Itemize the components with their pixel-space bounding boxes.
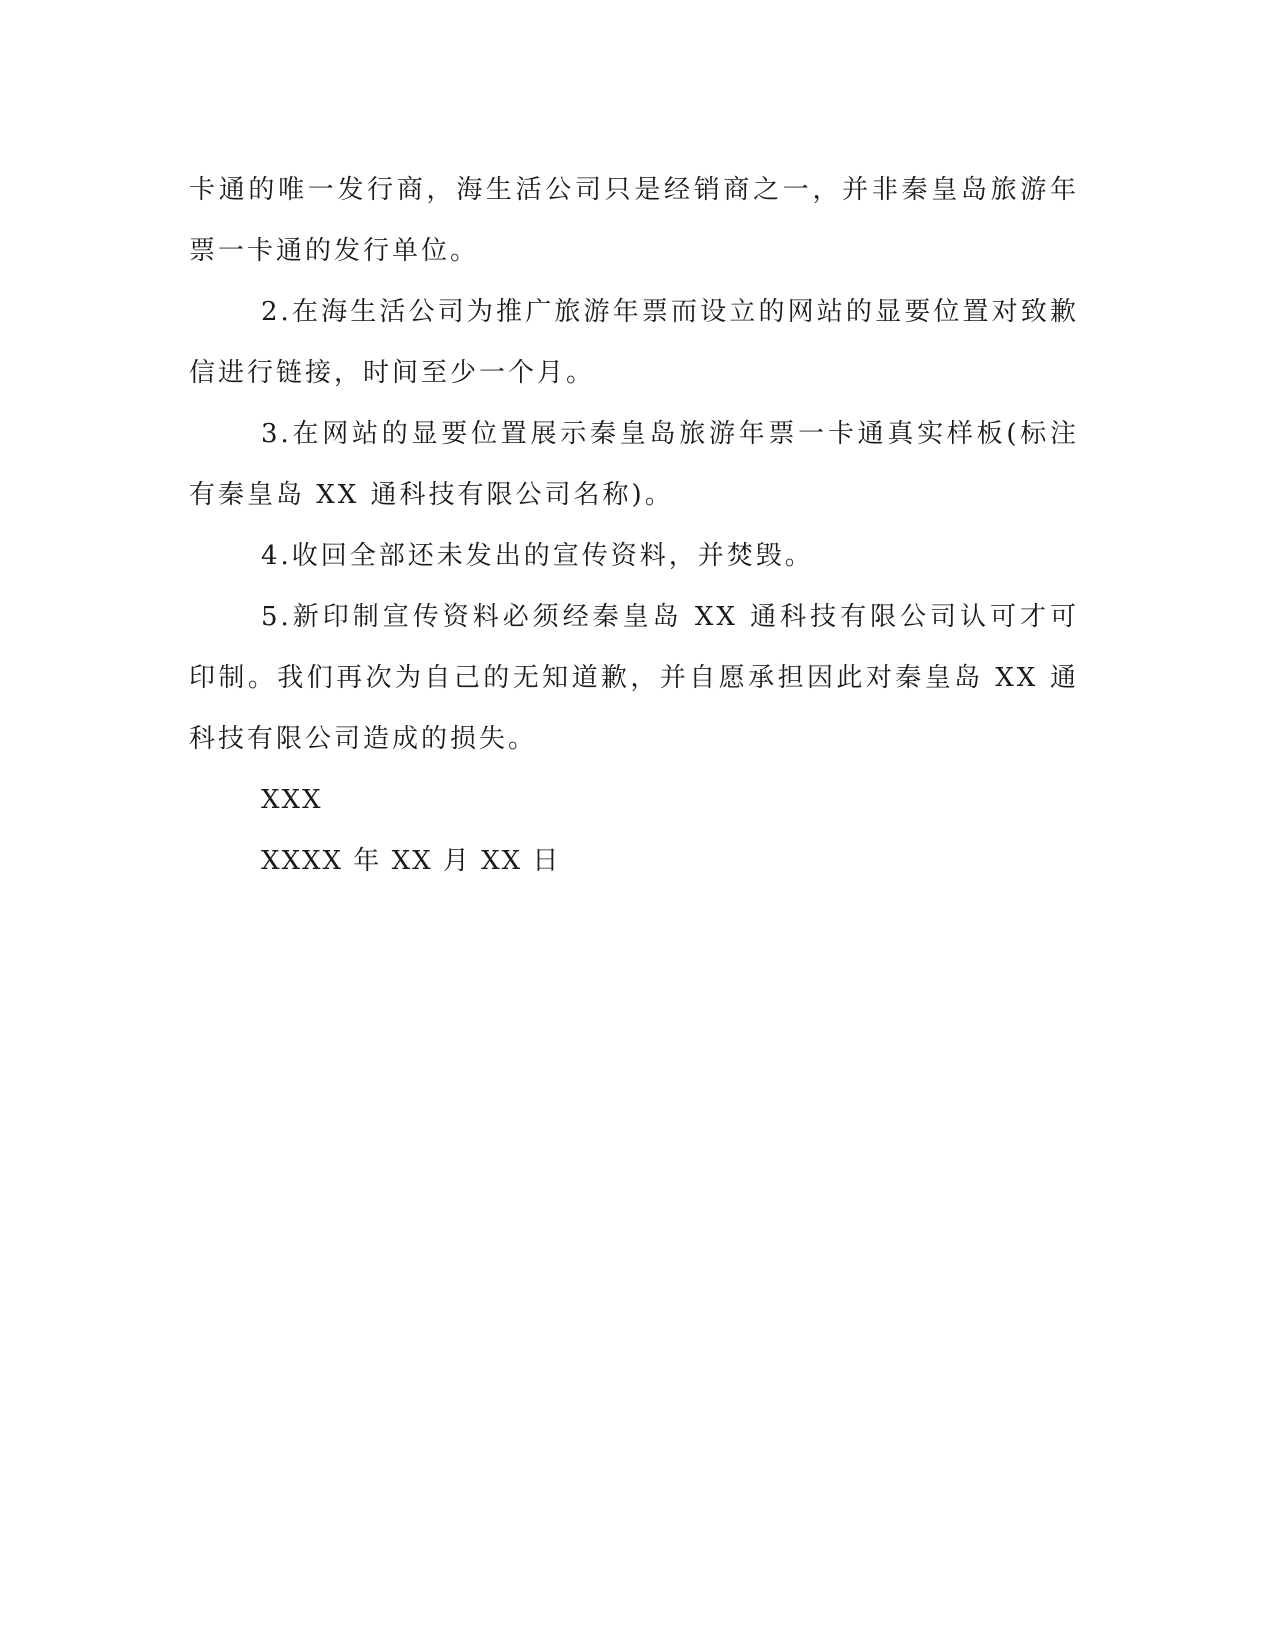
paragraph-item-3: 3.在网站的显要位置展示秦皇岛旅游年票一卡通真实样板(标注有秦皇岛 XX 通科技有限公司名称)。	[189, 419, 1079, 510]
paragraph-item-5: 5.新印制宣传资料必须经秦皇岛 XX 通科技有限公司认可才可印制。我们再次为自己的无知道歉，并自愿承担因此对秦皇岛 XX 通科技有限公司造成的损失。	[189, 602, 1079, 754]
paragraph-item-4: 4.收回全部还未发出的宣传资料，并焚毁。	[261, 541, 814, 571]
paragraph-item-2: 2.在海生活公司为推广旅游年票而设立的网站的显要位置对致歉信进行链接，时间至少一个月。	[189, 297, 1079, 388]
signature-name: XXX	[261, 785, 323, 815]
paragraph-continuation: 卡通的唯一发行商，海生活公司只是经销商之一，并非秦皇岛旅游年票一卡通的发行单位。	[189, 175, 1079, 266]
document-body	[189, 160, 1079, 892]
signature-date: XXXX 年 XX 月 XX 日	[261, 846, 561, 876]
